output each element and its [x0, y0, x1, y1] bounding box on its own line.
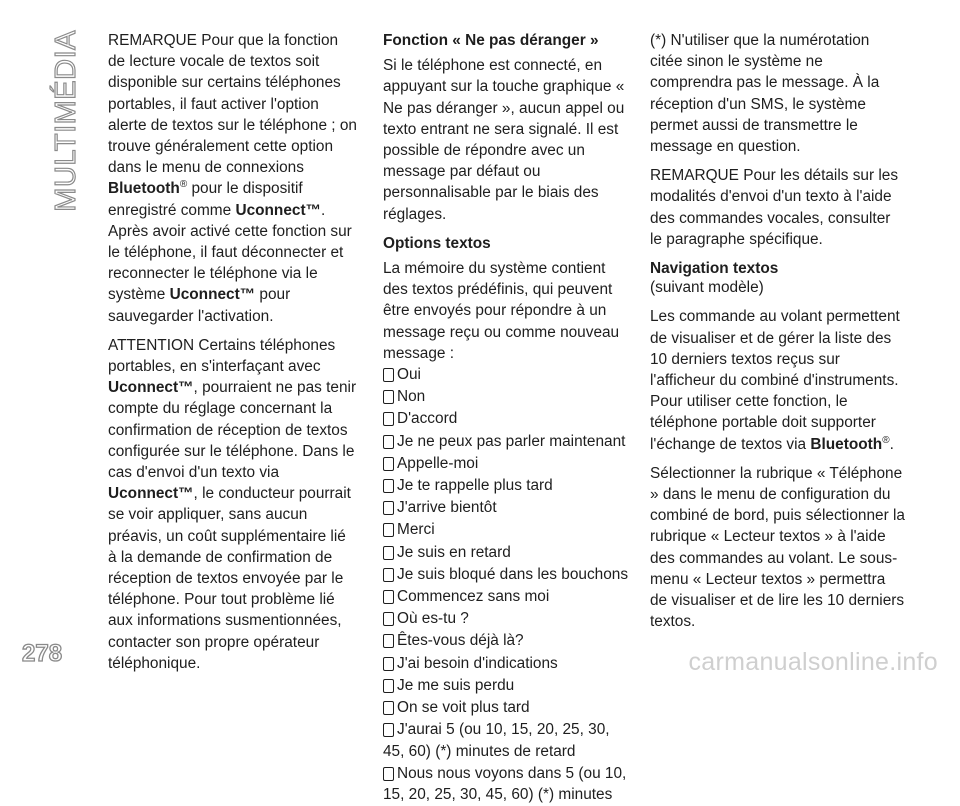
checkbox-icon	[383, 767, 394, 781]
checkbox-icon	[383, 457, 394, 471]
checkbox-icon	[383, 612, 394, 626]
page-number: 278	[22, 640, 63, 667]
checkbox-icon	[383, 590, 394, 604]
checkbox-icon	[383, 701, 394, 715]
list-item: J'ai besoin d'indications	[383, 653, 633, 674]
nav-heading: Navigation textos	[650, 260, 779, 278]
registered-mark: ®	[882, 434, 890, 446]
list-item: Êtes-vous déjà là?	[383, 630, 633, 651]
attention-text-1: ATTENTION Certains téléphones portables, en s'interfaçant avec	[108, 336, 336, 376]
checkbox-icon	[383, 479, 394, 493]
checkbox-icon	[383, 546, 394, 560]
checkbox-icon	[383, 657, 394, 671]
checkbox-icon	[383, 634, 394, 648]
footnote-paragraph: (*) N'utiliser que la numérotation citée sinon le système ne comprendra pas le message. À la réception d'un SMS, le système permet aussi de transmettre le message en question.	[650, 32, 880, 156]
list-item: Je suis en retard	[383, 542, 633, 563]
list-item: Oui	[383, 364, 633, 385]
list-item: Je ne peux pas parler maintenant	[383, 431, 633, 452]
remarque-text-4: pour sauvegarder l'activation.	[108, 286, 291, 325]
nav-subheading: (suivant modèle)	[650, 279, 764, 297]
attention-paragraph	[108, 335, 358, 674]
column-middle	[383, 30, 633, 806]
uconnect-term: Uconnect™	[108, 379, 194, 397]
checkbox-icon	[383, 568, 394, 582]
checkbox-icon	[383, 435, 394, 449]
list-item: Je suis bloqué dans les bouchons	[383, 564, 633, 585]
list-item: D'accord	[383, 408, 633, 429]
bluetooth-term: Bluetooth	[108, 180, 180, 198]
list-item: Je te rappelle plus tard	[383, 475, 633, 496]
checkbox-icon	[383, 390, 394, 404]
section-side-label: MULTIMÉDIA	[50, 30, 82, 212]
dnd-paragraph: Si le téléphone est connecté, en appuyant sur la touche graphique « Ne pas déranger », aucun appel ou texto entrant ne sera signalé. Il est possible de répondre avec un message par défaut ou personnalisable par le biais des réglages.	[383, 57, 625, 223]
column-left	[108, 30, 358, 682]
nav-paragraph-2: Sélectionner la rubrique « Téléphone » dans le menu de configuration du combiné de bord, puis sélectionner la rubrique « Lecteur textos » à l'aide des commandes au volant. Le sous-menu « Lecteur textos » permettra de visualiser et de lire les 10 derniers textos.	[650, 464, 905, 631]
list-item: Merci	[383, 519, 633, 540]
options-intro: La mémoire du système contient des textos prédéfinis, qui peuvent être envoyés pour répondre à un message reçu ou comme nouveau message :	[383, 260, 620, 362]
checkbox-icon	[383, 412, 394, 426]
watermark: carmanualsonline.info	[688, 648, 938, 676]
remarque-text-3: . Après avoir activé cette fonction sur le téléphone, il faut déconnecter et reconnecter le téléphone via le système	[108, 201, 352, 304]
registered-mark: ®	[179, 179, 188, 191]
checkbox-icon	[383, 679, 394, 693]
uconnect-term: Uconnect™	[235, 201, 321, 219]
list-item: Je me suis perdu	[383, 675, 633, 696]
remarque-paragraph: REMARQUE Pour les détails sur les modalités d'envoi d'un texto à l'aide des commandes vocales, consulter le paragraphe spécifique.	[650, 167, 899, 248]
dnd-heading: Fonction « Ne pas déranger »	[383, 32, 599, 49]
attention-text-2: , pourraient ne pas tenir compte du réglage concernant la confirmation de réception de textos configurée sur le téléphone. Dans le cas d'envoi d'un texto via	[108, 379, 357, 482]
list-item: Nous nous voyons dans 5 (ou 10, 15, 20, 25, 30, 45, 60) (*) minutes	[383, 764, 627, 803]
checkbox-icon	[383, 523, 394, 537]
list-item: J'arrive bientôt	[383, 497, 633, 518]
remarque-text-2: pour le dispositif enregistré comme	[108, 180, 303, 219]
remarque-text-1: REMARQUE Pour que la fonction de lecture vocale de textos soit disponible sur certains téléphones portables, il faut activer l'option alerte de textos sur le téléphone ; on trouve généralement cette option dans le menu de connexions	[108, 32, 357, 177]
list-item: Où es-tu ?	[383, 608, 633, 629]
remarque-paragraph	[108, 30, 358, 327]
column-right	[650, 30, 905, 640]
checkbox-icon	[383, 723, 394, 737]
options-list	[383, 364, 633, 805]
nav-paragraph-1: Les commande au volant permettent de visualiser et de gérer la liste des 10 derniers textos reçus sur l'afficheur du combiné d'instruments. Pour utiliser cette fonction, le téléphone portable doit supporter l'échange de textos via Bluetooth®.	[650, 308, 900, 453]
list-item: J'aurai 5 (ou 10, 15, 20, 25, 30, 45, 60) (*) minutes de retard	[383, 721, 610, 760]
list-item: Commencez sans moi	[383, 586, 633, 607]
uconnect-term: Uconnect™	[169, 286, 256, 304]
list-item: Non	[383, 386, 633, 407]
checkbox-icon	[383, 501, 394, 515]
bluetooth-term: Bluetooth	[810, 435, 883, 453]
list-item: On se voit plus tard	[383, 697, 633, 718]
uconnect-term: Uconnect™	[108, 485, 194, 503]
options-heading: Options textos	[383, 234, 491, 252]
list-item: Appelle-moi	[383, 453, 633, 474]
checkbox-icon	[383, 368, 394, 382]
attention-text-3: , le conducteur pourrait se voir appliquer, sans aucun préavis, un coût supplémentaire lié à la demande de confirmation de réception de textos envoyée par le téléphone. Pour tout problème lié aux informations susmentionnées, contacter son propre opérateur téléphonique.	[108, 485, 351, 672]
